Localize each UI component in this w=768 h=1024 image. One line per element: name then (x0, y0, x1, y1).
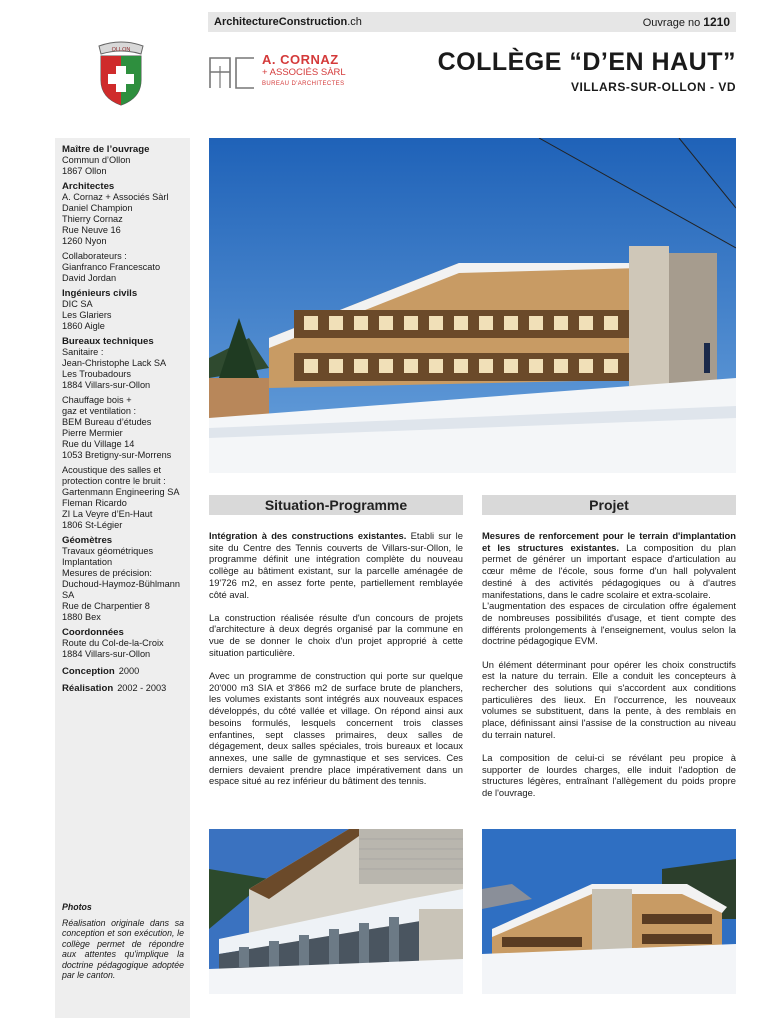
logo-name: A. CORNAZ (262, 52, 339, 67)
paragraph: L'augmentation des espaces de circulation offre également de nombreuses possibilités d'usage, et tient compte des différents prolongements à l'enseignement, voulus selon la doctrine pédagogique EVM. (482, 600, 736, 647)
text-column-right (482, 530, 736, 810)
photos-caption: Photos Réalisation originale dans sa conception et son exécution, le collège permet de répondre aux attentes qu'implique la doctrine pédagogique adoptée par le canton. (62, 902, 184, 980)
realisation-date: Réalisation 2002 - 2003 (62, 683, 167, 694)
section-header-situation: Situation-Programme (209, 495, 463, 515)
top-bar (208, 12, 736, 32)
paragraph: Mesures de renforcement pour le terrain d'implantation et les structures existantes. La composition du plan permet de générer un important espace d'articulation au cœur même de l'école, sous forme d'un hall polyvalent destiné à des activités pédagogiques ou à d'autres manifestations, dans le cadre scolaire et extra-scolaire. (482, 530, 736, 600)
credits-sidebar (55, 138, 190, 1018)
architect-logo (208, 52, 358, 92)
logo-sub: + ASSOCIÉS SÀRL (262, 67, 346, 78)
section-coordonnees: Coordonnées Route du Col-de-la-Croix 1884 Villars-sur-Ollon (62, 627, 164, 659)
section-header-projet: Projet (482, 495, 736, 515)
section-geometres: Géomètres Travaux géométriques Implantation Mesures de précision: Duchoud-Haymoz-Bühlmann SA Rue de Charpentier 8 1880 Bex (62, 535, 180, 622)
page-title: COLLÈGE “D’EN HAUT” (437, 48, 736, 76)
page-subtitle: VILLARS-SUR-OLLON - VD (571, 80, 736, 94)
exterior-photo (482, 829, 736, 994)
ouvrage-number: Ouvrage no 1210 (642, 15, 730, 29)
logo-tag: BUREAU D'ARCHITECTES (262, 81, 345, 87)
section-architectes: Architectes A. Cornaz + Associés Sàrl Daniel Champion Thierry Cornaz Rue Neuve 16 1260 Nyon Collaborateurs : Gianfranco Francescato David Jordan (62, 181, 169, 283)
section-bureaux: Bureaux techniques Sanitaire : Jean-Christophe Lack SA Les Troubadours 1884 Villars-sur-Ollon Chauffage bois + gaz et ventilation : BEM Bureau d’études Pierre Mermier Rue du Village 14 1053 Bretigny-sur-Morrens Acoustique des salles et protection contre le bruit : Gartenmann Engineering SA Fleman Ricardo ZI La Veyre d’En-Haut 1806 St-Légier (62, 336, 180, 530)
ac-logo-icon (208, 54, 256, 90)
paragraph: Un élément déterminant pour opérer les choix constructifs est la nature du terrain. Elle a conduit les concepteurs à rechercher des solutions qui s'accordent aux conditions particulières des lieux. En l'occurrence, les nouveaux volumes se substituent, dans la pente, à des remblais en place, définissant ainsi l'assise de la construction au niveau du terrain naturel. (482, 658, 736, 740)
arcade-photo (209, 829, 463, 994)
paragraph: Intégration à des constructions existantes. Etabli sur le site du Centre des Tennis couverts de Villars-sur-Ollon, le programme définit une intégration complète du nouveau collège au bâtiment existant, sur la parcelle aménagée de 19'726 m2, en assez forte pente, partiellement remblayée côté aval. (209, 530, 463, 600)
svg-text:OLLON: OLLON (111, 47, 131, 53)
site-name[interactable]: ArchitectureConstruction.ch (214, 16, 362, 28)
paragraph: La composition de celui-ci se révélant peu propice à supporter de lourdes charges, elle induit l'adoption de structures légères, entraînant l'allègement du poids propre de l'ouvrage. (482, 751, 736, 799)
text-column-left (209, 530, 463, 799)
paragraph: La construction réalisée résulte d'un concours de projets d'architecture à deux degrés organisé par la commune en vue de se donner le choix d'un projet approprié à cette situation particulière. (209, 611, 463, 658)
paragraph: Avec un programme de construction qui porte sur quelque 20'000 m3 SIA et 3'866 m2 de surface brute de planchers, les volumes existants sont intégrés aux nouveaux espaces développés, du côté vallée et village. On répond ainsi aux besoins formulés, lesquels concernent trois classes enfantines, sept classes primaires, deux salles de dégagement, deux salles spéciales, trois bureaux et locaux annexes, une salle de gymnastique et ses services. Ces derniers devaient prendre place impérativement dans un espace situé au rez inférieur du bâtiment des tennis. (209, 670, 463, 787)
conception-date: Conception 2000 (62, 666, 140, 677)
section-maitre: Maître de l’ouvrage Commun d’Ollon 1867 Ollon (62, 144, 150, 176)
section-ingenieurs: Ingénieurs civils DIC SA Les Glariers 1860 Aigle (62, 288, 138, 331)
ollon-crest-icon (93, 40, 149, 106)
main-building-photo (209, 138, 736, 473)
